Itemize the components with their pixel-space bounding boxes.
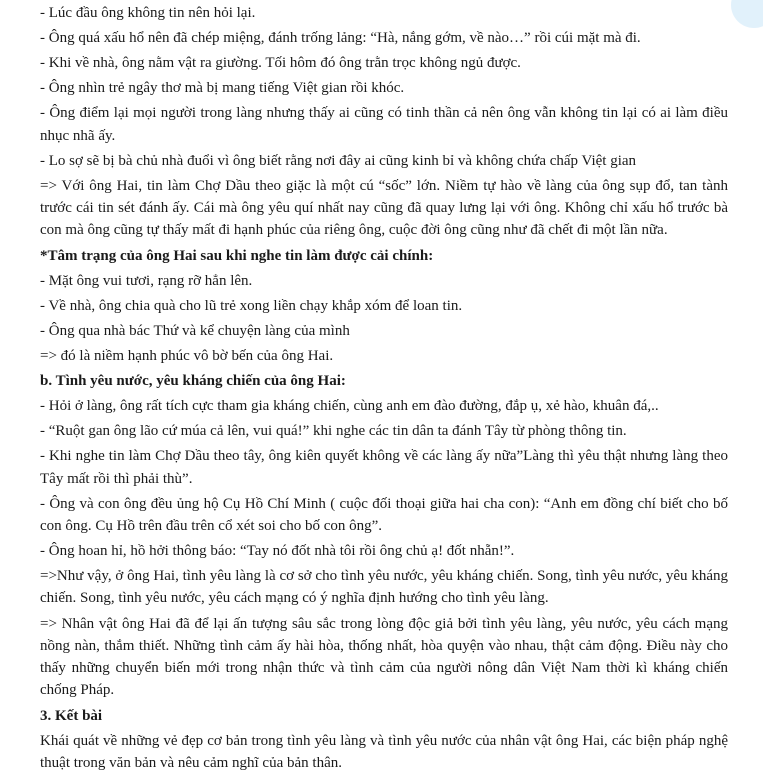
paragraph-22: Khái quát về những vẻ đẹp cơ bản trong tình yêu làng và tình yêu nước của nhân vật ông Hai, các biện pháp nghệ thuật trong văn bản và nêu cảm nghĩ của bản thân.	[40, 732, 728, 771]
paragraph-2: - Ông quá xấu hổ nên đã chép miệng, đánh trống lảng: “Hà, nắng gớm, về nào…” rồi cúi mặt mà đi.	[40, 30, 641, 47]
paragraph-20: => Nhân vật ông Hai đã để lại ấn tượng sâu sắc trong lòng độc giả bởi tình yêu làng, yêu nước, yêu cách mạng nồng nàn, thắm thiết. Những tình cảm ấy hài hòa, thống nhất, hòa quyện vào nhau, thật cảm động. Điều này cho thấy những chuyển biến mới trong nhận thức và tình cảm của người nông dân Việt Nam thời kì kháng chiến chống Pháp.	[40, 615, 728, 699]
paragraph-1: - Lúc đầu ông không tin nên hỏi lại.	[40, 5, 256, 21]
section-heading-tinh-yeu-nuoc: b. Tình yêu nước, yêu kháng chiến của ông Hai:	[40, 373, 346, 390]
paragraph-14: - Hỏi ở làng, ông rất tích cực tham gia kháng chiến, cùng anh em đào đường, đắp ụ, xẻ hào, khuân đá,..	[40, 398, 659, 415]
paragraph-11: - Ông qua nhà bác Thứ và kể chuyện làng của mình	[40, 322, 350, 339]
paragraph-19: =>Như vậy, ở ông Hai, tình yêu làng là cơ sở cho tình yêu nước, yêu kháng chiến. Song, tình yêu nước, yêu kháng chiến. Song, tình yêu nước, yêu cách mạng có ý nghĩa định hướng cho tình yêu làng.	[40, 568, 728, 607]
section-heading-ket-bai: 3. Kết bài	[40, 707, 103, 724]
paragraph-7: => Với ông Hai, tin làm Chợ Dầu theo giặc là một cú “sốc” lớn. Niềm tự hào về làng của ông sụp đổ, tan tành trước cái tin sét đánh ấy. Cái mà ông yêu quí nhất nay cũng đã quay lưng lại với ông. Không chỉ xấu hổ trước bà con mà ông cũng tự thấy mất đi hạnh phúc của riêng ông, cuộc đời ông cũng như đã chết đi một lần nữa.	[40, 177, 728, 239]
corner-decoration	[731, 0, 763, 28]
section-heading-tam-trang: *Tâm trạng của ông Hai sau khi nghe tin làm được cải chính:	[40, 247, 434, 264]
paragraph-4: - Ông nhìn trẻ ngây thơ mà bị mang tiếng Việt gian rồi khóc.	[40, 80, 405, 97]
paragraph-16: - Khi nghe tin làm Chợ Dầu theo tây, ông kiên quyết không về các làng ấy nữa”Làng thì yêu thật nhưng làng theo Tây mất rồi thì phải thù”.	[40, 448, 728, 487]
document-body	[40, 2, 728, 777]
paragraph-17: - Ông và con ông đều ủng hộ Cụ Hồ Chí Minh ( cuộc đối thoại giữa hai cha con): “Anh em đồng chí biết cho bố con ông. Cụ Hồ trên đầu trên cổ xét soi cho bố con ông”.	[40, 495, 728, 534]
paragraph-10: - Về nhà, ông chia quà cho lũ trẻ xong liền chạy khắp xóm để loan tin.	[40, 297, 463, 314]
paragraph-6: - Lo sợ sẽ bị bà chủ nhà đuổi vì ông biết rằng nơi đây ai cũng kinh bỉ và không chứa chấp Việt gian	[40, 152, 637, 169]
paragraph-3: - Khi về nhà, ông nằm vật ra giường. Tối hôm đó ông trằn trọc không ngủ được.	[40, 55, 521, 72]
paragraph-12: => đó là niềm hạnh phúc vô bờ bến của ông Hai.	[40, 347, 334, 364]
paragraph-15: - “Ruột gan ông lão cứ múa cả lên, vui quá!” khi nghe các tin dân ta đánh Tây từ phòng thông tin.	[40, 423, 627, 440]
paragraph-5: - Ông điểm lại mọi người trong làng nhưng thấy ai cũng có tinh thần cả nên ông vẫn không tin lại có ai làm điều nhục nhã ấy.	[40, 105, 728, 144]
paragraph-18: - Ông hoan hỉ, hồ hởi thông báo: “Tay nó đốt nhà tôi rồi ông chủ ạ! đốt nhẵn!”.	[40, 543, 515, 560]
paragraph-9: - Mặt ông vui tươi, rạng rỡ hẳn lên.	[40, 272, 253, 289]
